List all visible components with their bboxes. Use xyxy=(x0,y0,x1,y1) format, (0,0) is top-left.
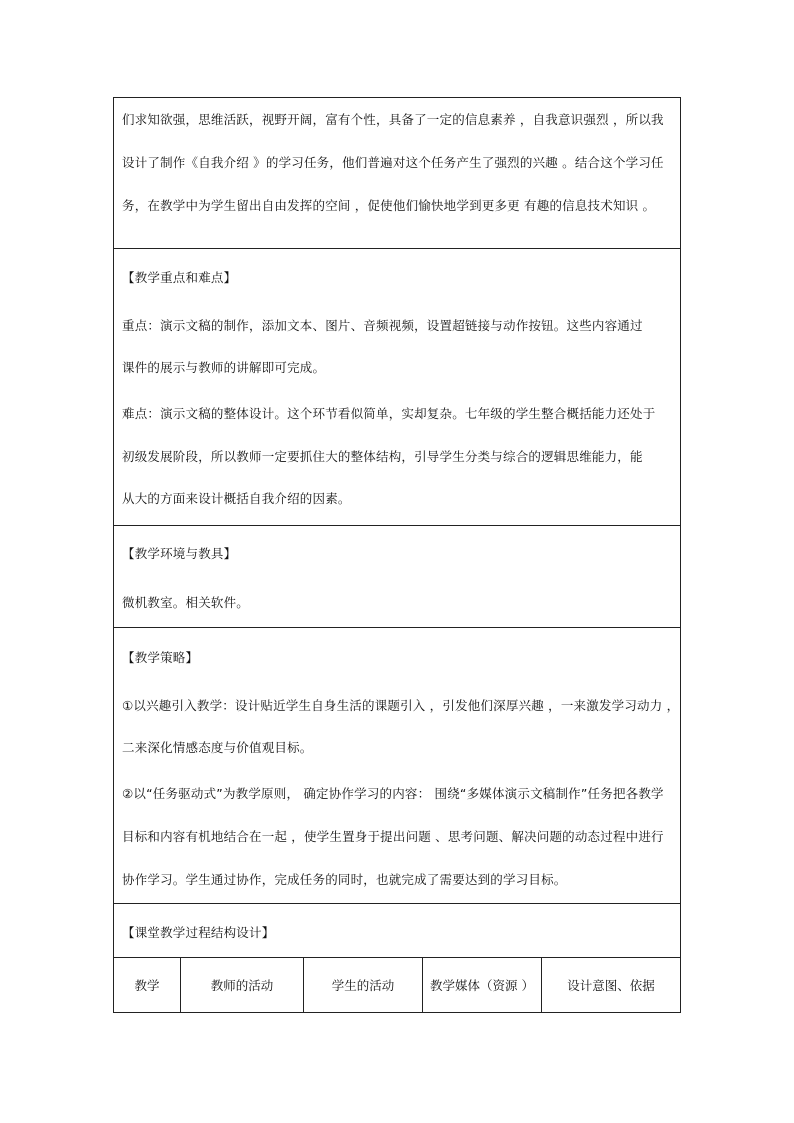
process-section xyxy=(114,904,680,958)
key-points-line-3: 难点：演示文稿的整体设计。这个环节看似简单，实却复杂。七年级的学生整合概括能力还处于 xyxy=(122,406,656,421)
key-points-section xyxy=(114,249,680,526)
strategy-line-2: 二来深化情感态度与价值观目标。 xyxy=(122,740,313,755)
strategy-line-1: ①以兴趣引入教学：设计贴近学生自身生活的课题引入 ，引发他们深厚兴趣 ，一来激发学习动力 ， xyxy=(122,698,680,713)
key-points-line-5: 从大的方面来设计概括自我介绍的因素。 xyxy=(122,491,351,506)
intro-line-2: 设计了制作《自我介绍 》的学习任务，他们普遍对这个任务产生了强烈的兴趣 。结合这个学习任 xyxy=(122,155,664,170)
environment-line-1: 微机教室。相关软件。 xyxy=(122,595,250,610)
column-header-student-activity: 学生的活动 xyxy=(304,958,423,1012)
process-heading: 【课堂教学过程结构设计】 xyxy=(122,925,275,940)
key-points-line-1: 重点：演示文稿的制作，添加文本、图片、音频视频，设置超链接与动作按钮。这些内容通过 xyxy=(122,318,643,333)
strategy-line-4: 目标和内容有机地结合在一起 ，使学生置身于提出问题 、思考问题、解决问题的动态过程中进行 xyxy=(122,829,664,844)
key-points-heading: 【教学重点和难点】 xyxy=(122,270,237,285)
key-points-line-2: 课件的展示与教师的讲解即可完成。 xyxy=(122,360,326,375)
environment-heading: 【教学环境与教具】 xyxy=(122,546,237,561)
strategy-line-3: ②以“任务驱动式”为教学原则， 确定协作学习的内容： 围绕“多媒体演示文稿制作”任务把各教学 xyxy=(122,786,664,801)
column-header-teacher-activity: 教师的活动 xyxy=(181,958,304,1012)
intro-line-3: 务，在教学中为学生留出自由发挥的空间 ，促使他们愉快地学到更多更 有趣的信息技术知识 。 xyxy=(122,198,656,213)
strategy-line-5: 协作学习。学生通过协作，完成任务的同时，也就完成了需要达到的学习目标。 xyxy=(122,872,567,887)
column-header-media: 教学媒体（资源 ） xyxy=(423,958,542,1012)
lesson-plan-table xyxy=(113,97,681,1013)
key-points-line-4: 初级发展阶段，所以教师一定要抓住大的整体结构，引导学生分类与综合的逻辑思维能力，能 xyxy=(122,449,643,464)
environment-section xyxy=(114,526,680,628)
strategy-section xyxy=(114,628,680,904)
process-header-row xyxy=(114,958,680,1012)
intro-section xyxy=(114,98,680,249)
column-header-teaching: 教学 xyxy=(114,958,181,1012)
strategy-heading: 【教学策略】 xyxy=(122,650,199,665)
intro-line-1: 们求知欲强，思维活跃，视野开阔，富有个性，具备了一定的信息素养 ，自我意识强烈 ，所以我 xyxy=(122,112,664,127)
column-header-design-intent: 设计意图、依据 xyxy=(567,978,655,993)
